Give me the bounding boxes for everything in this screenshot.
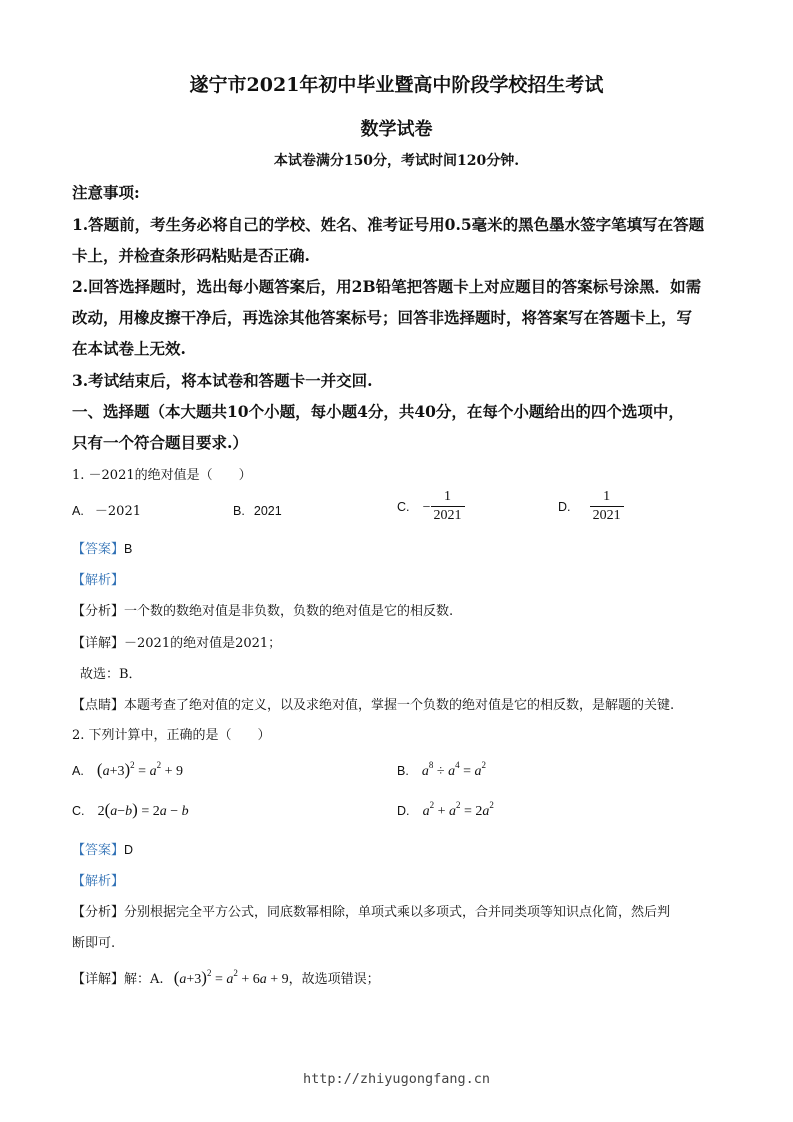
option-label: B. [397,764,409,778]
q1-option-d [558,489,624,524]
formula: $a^8 \div a^4 = a^2$ [421,760,486,779]
denominator: 2021 [431,506,465,524]
formula: $a^2 + a^2 = 2a^2$ [422,800,494,819]
option-value: 2021 [253,504,282,518]
fenxi-tag: 【分析】 [72,604,125,619]
option-label: B. [233,504,245,518]
denominator: 2021 [590,506,624,524]
q1-option-a [72,500,141,519]
notice-heading: 注意事项: [72,183,140,202]
comment-tag: 【点睛】 [72,698,125,713]
notice-item-3: 3.考试结束后，将本试卷和答题卡一并交回. [72,371,373,390]
notice-item-2-line-1: 2.回答选择题时，选出每小题答案后，用2B铅笔把答题卡上对应题目的答案标号涂黑．如需 [72,277,702,296]
answer-value: D [124,843,134,857]
numerator: 1 [603,489,611,504]
q2-answer [72,839,133,858]
q2-option-a [72,760,183,780]
detail-text: －2021的绝对值是2021； [124,636,282,651]
q1-comment [72,694,674,713]
numerator: 1 [444,489,451,504]
option-label: A. [72,504,84,518]
q1-fenxi [72,600,453,619]
fraction [431,489,465,524]
q1-option-c [397,489,465,524]
option-label: D. [397,804,410,818]
exam-info: 本试卷满分150分，考试时间120分钟. [273,153,520,169]
exam-subtitle: 数学试卷 [360,119,433,140]
detail-suffix: ，故选项错误； [288,972,380,987]
notice-item-1-line-2: 卡上，并检查条形码粘贴是否正确. [72,246,310,265]
q1-analysis-tag: 【解析】 [72,573,125,588]
section-heading-line-2: 只有一个符合题目要求.） [72,433,248,452]
q2-fenxi-line-1 [72,901,670,920]
q1-stem: 1. －2021的绝对值是（ ） [72,468,252,483]
option-value: －2021 [94,504,141,519]
notice-item-2-line-2: 改动，用橡皮擦干净后，再选涂其他答案标号；回答非选择题时，将答案写在答题卡上，写 [72,308,693,327]
fenxi-text: 一个数的数绝对值是非负数，负数的绝对值是它的相反数. [124,604,454,619]
notice-item-2-line-3: 在本试卷上无效. [72,339,186,358]
comment-text: 本题考查了绝对值的定义，以及求绝对值，掌握一个负数的绝对值是它的相反数，是解题的关键. [124,698,675,713]
q1-option-b [233,500,282,519]
footer-url[interactable]: http://zhiyugongfang.cn [303,1071,490,1087]
q2-option-c [72,800,189,820]
section-heading-line-1: 一、选择题（本大题共10个小题，每小题4分，共40分，在每个小题给出的四个选项中， [72,402,684,421]
detail-prefix: 解：A. [124,972,164,987]
detail-tag: 【详解】 [72,972,125,987]
q1-answer [72,538,132,557]
notice-item-1-line-1: 1.答题前，考生务必将自己的学校、姓名、准考证号用0.5毫米的黑色墨水签字笔填写在答题 [72,215,705,234]
detail-tag: 【详解】 [72,636,125,651]
formula: $(a+3)^2 = a^2 + 6a + 9$ [173,968,289,987]
answer-tag: 【答案】 [72,542,125,557]
option-label: C. [397,500,410,514]
q2-fenxi-line-2: 断即可. [72,936,116,951]
q2-analysis-tag: 【解析】 [72,874,125,889]
q1-detail [72,632,281,651]
q2-stem: 2. 下列计算中，正确的是（ ） [72,728,271,743]
option-label: C. [72,804,85,818]
fenxi-text: 分别根据完全平方公式，同底数幂相除，单项式乘以多项式，合并同类项等知识点化简，然后判 [124,905,671,920]
minus-sign: − [422,500,431,515]
fraction [590,489,624,524]
exam-title: 遂宁市2021年初中毕业暨高中阶段学校招生考试 [189,74,604,96]
q2-option-b [397,760,486,780]
fenxi-tag: 【分析】 [72,905,125,920]
formula: 2(a−b) = 2a − b [97,800,189,819]
q2-option-d [397,800,494,820]
answer-value: B [124,542,133,556]
q2-detail [72,968,380,988]
option-label: A. [72,764,84,778]
q1-choose: 故选：B． [80,667,142,682]
answer-tag: 【答案】 [72,843,125,858]
option-label: D. [558,500,571,514]
formula: $(a+3)^2 = a^2 + 9$ [96,760,183,779]
